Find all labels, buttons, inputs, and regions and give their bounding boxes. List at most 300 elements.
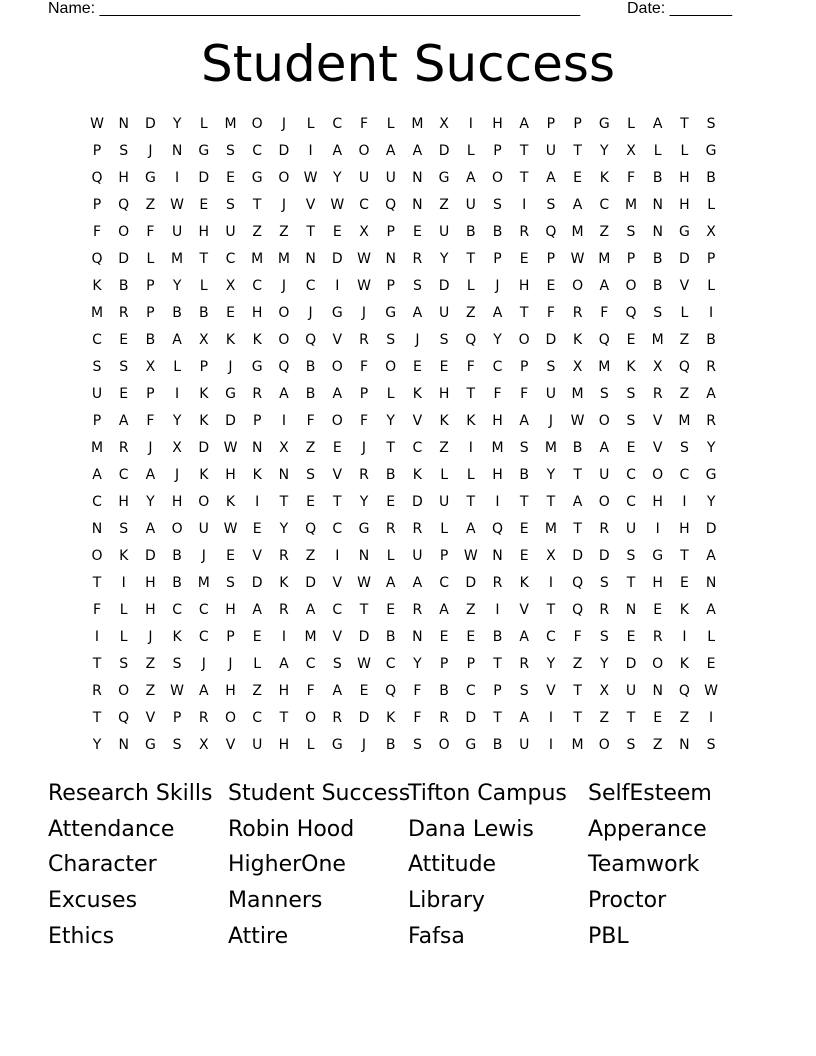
grid-letter: W [570, 251, 585, 267]
grid-letter: Z [145, 683, 156, 699]
grid-letter: D [438, 278, 450, 294]
grid-letter: I [548, 710, 553, 726]
grid-letter: U [438, 224, 450, 240]
grid-letter: U [358, 170, 370, 186]
grid-letter: O [385, 359, 397, 375]
grid-letter: Q [572, 602, 584, 618]
grid-letter: K [466, 413, 476, 429]
grid-letter: E [546, 278, 556, 294]
grid-letter: F [359, 116, 369, 132]
grid-letter: Q [625, 305, 637, 321]
grid-letter: T [519, 170, 529, 186]
grid-letter: C [198, 629, 209, 645]
word-list-item: Proctor [588, 888, 667, 914]
grid-letter: M [598, 251, 611, 267]
grid-letter: A [412, 305, 423, 321]
grid-letter: J [281, 278, 286, 294]
grid-letter: I [281, 629, 286, 645]
grid-letter: W [357, 575, 371, 591]
grid-letter: M [678, 413, 691, 429]
grid-letter: O [331, 359, 343, 375]
grid-letter: D [145, 548, 156, 564]
grid-letter: R [439, 710, 449, 726]
grid-letter: Y [546, 467, 556, 483]
grid-letter: L [253, 656, 262, 672]
grid-letter: P [573, 116, 582, 132]
grid-letter: J [148, 440, 153, 456]
grid-letter: B [305, 386, 316, 402]
grid-letter: W [357, 251, 371, 267]
grid-letter: L [707, 278, 715, 294]
grid-letter: Q [91, 251, 103, 267]
word-list-item: Tifton Campus [408, 781, 567, 806]
grid-letter: R [279, 602, 289, 618]
grid-letter: R [359, 467, 369, 483]
grid-letter: R [359, 332, 369, 348]
grid-letter: T [466, 494, 476, 510]
grid-letter: C [332, 602, 343, 618]
grid-letter: Q [545, 224, 557, 240]
grid-letter: J [201, 656, 206, 672]
grid-letter: E [519, 251, 529, 267]
grid-letter: X [599, 683, 610, 699]
grid-letter: G [465, 737, 477, 753]
grid-letter: T [519, 494, 529, 510]
grid-letter: A [305, 602, 316, 618]
grid-letter: B [385, 467, 396, 483]
grid-letter: U [465, 197, 476, 213]
word-list-item: Apperance [588, 816, 707, 842]
grid-letter: B [492, 224, 503, 240]
grid-letter: C [118, 467, 129, 483]
grid-letter: A [599, 278, 610, 294]
grid-letter: O [518, 332, 530, 348]
grid-letter: U [171, 224, 183, 240]
word-list-item: Student Success [228, 781, 411, 806]
grid-letter: L [306, 737, 315, 753]
grid-letter: L [466, 467, 475, 483]
word-list-item: SelfEsteem [588, 781, 712, 806]
grid-letter: C [332, 521, 343, 537]
grid-letter: S [119, 143, 129, 159]
grid-letter: S [546, 359, 556, 375]
grid-letter: Y [546, 656, 556, 672]
grid-letter: V [332, 467, 343, 483]
grid-letter: N [652, 683, 663, 699]
grid-letter: Z [466, 305, 476, 321]
grid-letter: N [705, 575, 717, 591]
grid-letter: E [226, 305, 235, 321]
grid-letter: H [225, 602, 236, 618]
word-list-item: Attendance [48, 816, 175, 842]
grid-letter: M [544, 440, 557, 456]
grid-letter: L [199, 116, 208, 132]
grid-letter: E [359, 683, 369, 699]
grid-letter: P [546, 116, 556, 132]
grid-letter: C [225, 251, 236, 267]
grid-letter: H [118, 494, 129, 510]
grid-letter: J [175, 467, 180, 483]
grid-letter: D [145, 116, 156, 132]
grid-letter: P [172, 710, 182, 726]
grid-letter: N [652, 224, 663, 240]
grid-letter: R [412, 251, 423, 267]
grid-letter: U [438, 494, 450, 510]
grid-letter: U [412, 548, 423, 564]
grid-letter: R [92, 683, 102, 699]
grid-letter: G [198, 143, 210, 159]
grid-letter: K [679, 602, 689, 618]
grid-letter: J [308, 305, 313, 321]
grid-letter: J [148, 629, 153, 645]
grid-letter: L [386, 548, 395, 564]
grid-letter: O [331, 413, 343, 429]
grid-letter: K [679, 656, 689, 672]
grid-letter: R [412, 602, 423, 618]
grid-letter: X [706, 224, 716, 240]
grid-letter: C [359, 197, 369, 213]
grid-letter: S [626, 386, 636, 402]
grid-letter: D [438, 143, 450, 159]
grid-letter: T [386, 440, 395, 456]
grid-letter: A [466, 170, 476, 186]
grid-letter: O [278, 170, 290, 186]
grid-letter: I [495, 602, 500, 618]
grid-letter: Z [252, 683, 262, 699]
grid-letter: A [279, 386, 289, 402]
grid-letter: E [252, 521, 262, 537]
grid-letter: E [226, 170, 235, 186]
grid-letter: I [548, 737, 553, 753]
grid-letter: U [625, 683, 637, 699]
grid-letter: A [519, 629, 529, 645]
word-list-item: Excuses [48, 888, 138, 914]
grid-letter: U [385, 170, 396, 186]
grid-letter: P [199, 359, 209, 375]
grid-letter: Z [279, 224, 289, 240]
grid-letter: P [493, 251, 502, 267]
grid-letter: M [171, 251, 184, 267]
word-list-item: Teamwork [588, 852, 700, 878]
grid-letter: Q [305, 521, 317, 537]
grid-letter: V [305, 197, 316, 213]
grid-letter: D [198, 170, 210, 186]
grid-letter: S [706, 116, 716, 132]
grid-letter: C [626, 467, 636, 483]
grid-letter: T [573, 683, 582, 699]
grid-letter: O [598, 494, 610, 510]
grid-letter: F [600, 305, 609, 321]
grid-letter: F [92, 602, 102, 618]
word-list-item: Attitude [408, 852, 497, 878]
grid-letter: C [412, 440, 423, 456]
grid-letter: L [306, 116, 315, 132]
grid-letter: D [679, 251, 690, 267]
grid-letter: Y [146, 494, 155, 510]
word-list-item: Robin Hood [228, 816, 355, 842]
name-field-label: Name: ______________________________________________________ [48, 0, 581, 17]
grid-letter: C [92, 494, 102, 510]
grid-letter: A [279, 656, 289, 672]
grid-letter: D [705, 521, 717, 537]
grid-letter: K [199, 386, 209, 402]
grid-letter: D [358, 710, 370, 726]
grid-letter: A [385, 143, 396, 159]
grid-letter: K [573, 332, 583, 348]
grid-letter: E [119, 386, 129, 402]
grid-letter: Z [439, 197, 449, 213]
grid-letter: F [306, 683, 315, 699]
grid-letter: S [599, 575, 609, 591]
grid-letter: F [359, 413, 369, 429]
grid-letter: B [706, 170, 716, 186]
grid-letter: J [361, 440, 367, 456]
grid-letter: F [92, 224, 102, 240]
grid-letter: G [358, 521, 370, 537]
grid-letter: E [412, 359, 422, 375]
grid-letter: V [652, 440, 663, 456]
grid-letter: M [598, 359, 611, 375]
grid-letter: V [332, 332, 343, 348]
grid-letter: M [90, 305, 104, 321]
grid-letter: L [466, 143, 475, 159]
header [48, 0, 748, 20]
grid-letter: B [118, 278, 129, 294]
grid-letter: O [652, 656, 664, 672]
grid-letter: L [440, 521, 448, 537]
grid-letter: H [171, 494, 183, 510]
grid-letter: K [225, 332, 236, 348]
grid-letter: U [198, 521, 209, 537]
grid-letter: O [91, 548, 103, 564]
grid-letter: T [466, 386, 476, 402]
grid-letter: L [466, 278, 475, 294]
grid-letter: C [252, 278, 263, 294]
grid-letter: O [251, 116, 263, 132]
grid-letter: X [145, 359, 156, 375]
grid-letter: D [305, 575, 316, 591]
grid-letter: B [465, 224, 476, 240]
word-list-item: Research Skills [48, 781, 213, 806]
grid-letter: B [145, 332, 156, 348]
grid-letter: O [118, 683, 130, 699]
grid-letter: X [199, 737, 209, 753]
grid-letter: H [438, 386, 450, 402]
word-list-item: Attire [228, 923, 289, 949]
grid-letter: O [224, 710, 237, 726]
grid-letter: P [519, 359, 529, 375]
grid-letter: I [121, 575, 126, 591]
grid-letter: T [680, 116, 689, 132]
grid-letter: S [412, 737, 422, 753]
grid-letter: C [252, 710, 263, 726]
grid-letter: W [330, 197, 345, 213]
grid-letter: C [626, 494, 636, 510]
grid-letter: Q [598, 332, 610, 348]
grid-letter: N [278, 467, 290, 483]
grid-letter: O [305, 710, 317, 726]
grid-letter: P [386, 224, 395, 240]
grid-letter: R [332, 710, 343, 726]
grid-letter: I [548, 575, 553, 591]
grid-letter: C [492, 359, 503, 375]
grid-letter: Q [118, 710, 130, 726]
grid-letter: S [706, 737, 716, 753]
grid-letter: Q [385, 683, 397, 699]
grid-letter: H [652, 575, 663, 591]
grid-letter: M [571, 224, 584, 240]
grid-letter: C [385, 656, 396, 672]
grid-letter: Y [279, 521, 289, 537]
grid-letter: C [172, 602, 182, 618]
grid-letter: E [626, 629, 636, 645]
grid-letter: L [146, 251, 155, 267]
grid-letter: A [385, 575, 396, 591]
grid-letter: T [573, 521, 582, 537]
grid-letter: I [281, 413, 286, 429]
grid-letter: P [439, 656, 449, 672]
grid-letter: Y [413, 656, 422, 672]
grid-letter: B [172, 548, 182, 564]
grid-letter: F [546, 305, 555, 321]
grid-letter: Z [439, 440, 449, 456]
grid-letter: B [706, 332, 716, 348]
grid-letter: A [706, 602, 716, 618]
grid-letter: P [146, 278, 155, 294]
grid-letter: V [546, 683, 556, 699]
grid-letter: D [545, 332, 557, 348]
grid-letter: H [278, 737, 290, 753]
grid-letter: I [175, 170, 180, 186]
grid-letter: S [626, 548, 636, 564]
grid-letter: N [412, 170, 423, 186]
grid-letter: S [439, 332, 449, 348]
grid-letter: L [386, 116, 395, 132]
grid-letter: M [90, 440, 104, 456]
grid-letter: C [92, 332, 102, 348]
grid-letter: H [251, 305, 263, 321]
grid-letter: A [652, 116, 663, 132]
grid-letter: X [225, 278, 236, 294]
grid-letter: S [493, 197, 502, 213]
grid-letter: S [519, 440, 529, 456]
grid-letter: G [438, 170, 450, 186]
grid-letter: N [625, 602, 637, 618]
grid-letter: E [626, 332, 636, 348]
grid-letter: I [709, 710, 714, 726]
grid-letter: Y [359, 494, 369, 510]
grid-letter: K [252, 467, 262, 483]
word-list-item: Fafsa [408, 923, 465, 949]
grid-letter: G [385, 305, 397, 321]
grid-letter: P [146, 386, 155, 402]
grid-letter: E [679, 575, 689, 591]
grid-letter: S [332, 656, 342, 672]
grid-letter: X [199, 332, 209, 348]
grid-letter: T [252, 197, 262, 213]
grid-letter: E [252, 629, 262, 645]
grid-letter: A [519, 116, 529, 132]
grid-letter: C [252, 143, 263, 159]
grid-letter: Q [491, 521, 504, 537]
grid-letter: J [201, 548, 206, 564]
grid-letter: B [652, 170, 663, 186]
grid-letter: Z [305, 548, 316, 564]
grid-letter: B [652, 251, 663, 267]
grid-letter: O [171, 521, 183, 537]
date-field-label: Date: _______ [627, 0, 732, 17]
grid-letter: N [679, 737, 690, 753]
grid-letter: E [332, 224, 342, 240]
grid-letter: E [519, 521, 529, 537]
grid-letter: T [493, 656, 502, 672]
grid-letter: T [546, 602, 556, 618]
grid-letter: A [145, 467, 156, 483]
grid-letter: I [495, 494, 500, 510]
grid-letter: K [599, 170, 609, 186]
grid-letter: F [520, 386, 529, 402]
grid-letter: A [332, 143, 343, 159]
grid-letter: H [679, 521, 690, 537]
grid-letter: L [386, 386, 395, 402]
grid-letter: Q [678, 683, 690, 699]
grid-letter: A [519, 710, 529, 726]
grid-letter: R [412, 521, 423, 537]
grid-letter: G [251, 359, 263, 375]
grid-letter: J [148, 143, 153, 159]
grid-letter: W [463, 548, 478, 564]
grid-letter: C [546, 629, 556, 645]
grid-letter: G [225, 386, 236, 402]
grid-letter: F [359, 359, 369, 375]
grid-letter: M [624, 197, 638, 213]
grid-letter: B [439, 683, 449, 699]
grid-letter: D [118, 251, 130, 267]
grid-letter: T [519, 305, 529, 321]
grid-letter: H [225, 467, 236, 483]
grid-letter: W [357, 656, 371, 672]
page-title: Student Success [201, 35, 615, 93]
grid-letter: E [386, 602, 396, 618]
grid-letter: R [519, 224, 530, 240]
grid-letter: T [680, 548, 689, 564]
grid-letter: B [572, 440, 583, 456]
grid-letter: Y [439, 251, 449, 267]
grid-letter: P [439, 548, 449, 564]
grid-letter: F [466, 359, 475, 375]
grid-letter: A [519, 413, 529, 429]
grid-letter: T [359, 602, 369, 618]
grid-letter: F [146, 224, 155, 240]
grid-letter: F [493, 386, 502, 402]
grid-letter: O [572, 278, 584, 294]
grid-letter: Y [172, 413, 182, 429]
grid-letter: Y [172, 116, 182, 132]
grid-letter: H [679, 197, 690, 213]
grid-letter: H [492, 413, 503, 429]
grid-letter: D [278, 143, 290, 159]
grid-letter: S [679, 440, 689, 456]
grid-letter: S [519, 683, 529, 699]
grid-letter: Z [466, 602, 476, 618]
grid-letter: E [226, 548, 235, 564]
grid-letter: A [92, 467, 102, 483]
grid-letter: I [308, 143, 313, 159]
grid-letter: C [679, 467, 690, 483]
grid-letter: M [571, 386, 584, 402]
grid-letter: Z [679, 710, 690, 726]
grid-letter: T [626, 710, 636, 726]
